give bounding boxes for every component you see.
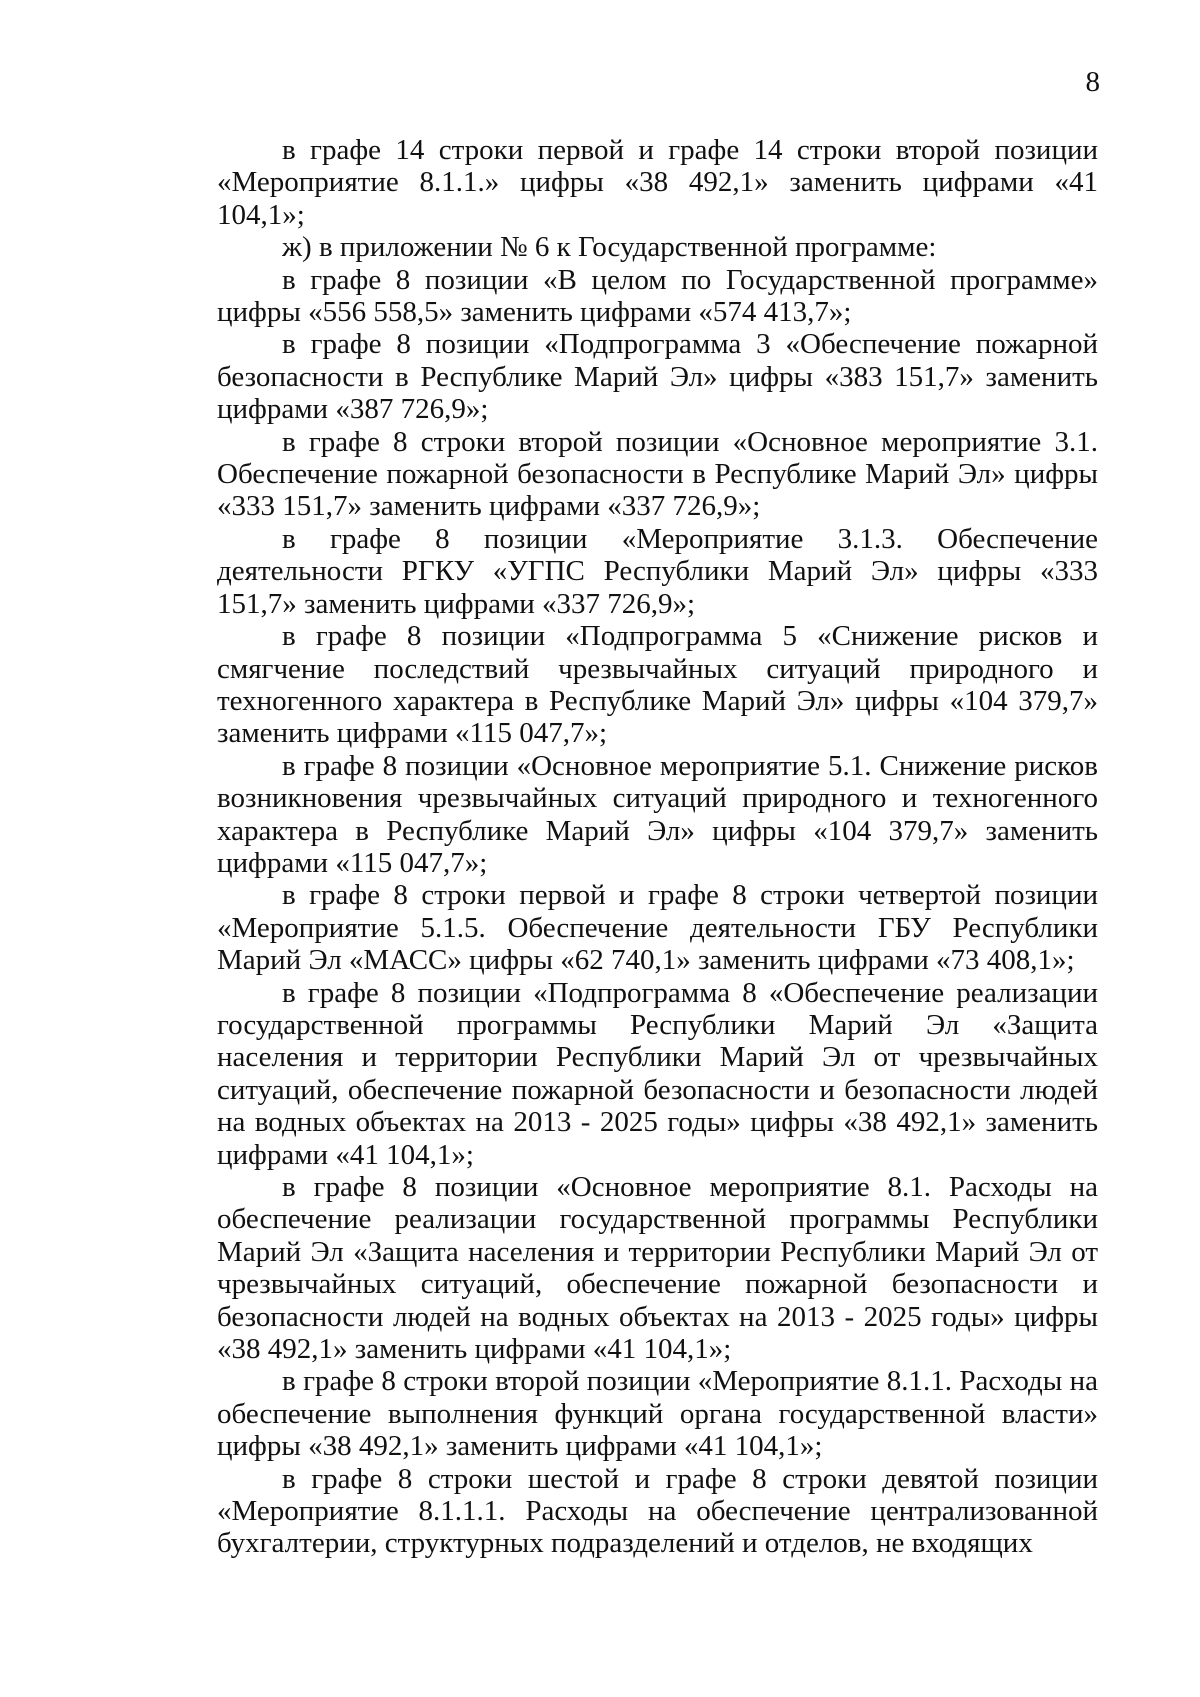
paragraph: в графе 8 строки первой и графе 8 строки четвертой позиции «Мероприятие 5.1.5. Обеспечение деятельности ГБУ Республики Марий Эл «МАСС» цифры «62 740,1» заменить цифрами «73 408,1»; — [217, 879, 1098, 977]
paragraph: в графе 8 строки шестой и графе 8 строки девятой позиции «Мероприятие 8.1.1.1. Расходы на обеспечение централизованной бухгалтерии, структурных подразделений и отделов, не входящих — [217, 1462, 1098, 1560]
paragraph: в графе 8 позиции «Подпрограмма 5 «Снижение рисков и смягчение последствий чрезвычайных ситуаций природного и техногенного характера в Республике Марий Эл» цифры «104 379,7» заменить цифрами «115 047,7»; — [217, 620, 1098, 750]
paragraph: в графе 8 позиции «В целом по Государственной программе» цифры «556 558,5» заменить цифрами «574 413,7»; — [217, 263, 1098, 329]
paragraph: в графе 8 строки второй позиции «Основное мероприятие 3.1. Обеспечение пожарной безопасности в Республике Марий Эл» цифры «333 151,7» заменить цифрами «337 726,9»; — [217, 425, 1098, 523]
paragraph: в графе 8 строки второй позиции «Мероприятие 8.1.1. Расходы на обеспечение выполнения функций органа государственной власти» цифры «38 492,1» заменить цифрами «41 104,1»; — [217, 1365, 1098, 1463]
paragraph: ж) в приложении № 6 к Государственной программе: — [282, 231, 937, 264]
paragraph: в графе 8 позиции «Основное мероприятие 8.1. Расходы на обеспечение реализации государственной программы Республики Марий Эл «Защита населения и территории Республики Марий Эл от чрезвычайных ситуаций, обеспечение пожарной безопасности и безопасности людей на водных объектах на 2013 - 2025 годы» цифры «38 492,1» заменить цифрами «41 104,1»; — [217, 1171, 1098, 1366]
body-text — [217, 134, 1098, 1560]
paragraph: в графе 8 позиции «Основное мероприятие 5.1. Снижение рисков возникновения чрезвычайных ситуаций природного и техногенного характера в Республике Марий Эл» цифры «104 379,7» заменить цифрами «115 047,7»; — [217, 749, 1098, 879]
page-number: 8 — [1085, 66, 1100, 98]
paragraph: в графе 8 позиции «Мероприятие 3.1.3. Обеспечение деятельности РГКУ «УГПС Республики Марий Эл» цифры «333 151,7» заменить цифрами «337 726,9»; — [217, 522, 1098, 620]
paragraph: в графе 14 строки первой и графе 14 строки второй позиции «Мероприятие 8.1.1.» цифры «38 492,1» заменить цифрами «41 104,1»; — [217, 134, 1098, 231]
paragraph: в графе 8 позиции «Подпрограмма 3 «Обеспечение пожарной безопасности в Республике Марий Эл» цифры «383 151,7» заменить цифрами «387 726,9»; — [217, 328, 1098, 426]
paragraph: в графе 8 позиции «Подпрограмма 8 «Обеспечение реализации государственной программы Республики Марий Эл «Защита населения и территории Республики Марий Эл от чрезвычайных ситуаций, обеспечение пожарной безопасности и безопасности людей на водных объектах на 2013 - 2025 годы» цифры «38 492,1» заменить цифрами «41 104,1»; — [217, 976, 1098, 1171]
